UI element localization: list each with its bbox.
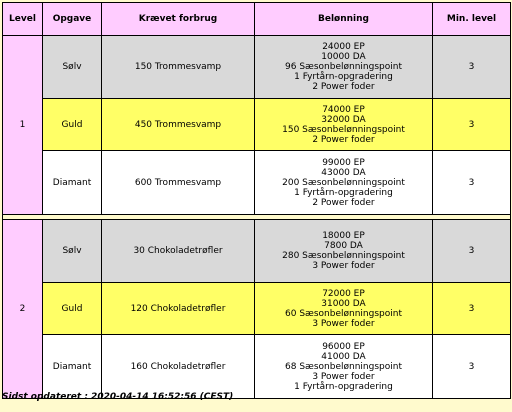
min-level-cell: 3 bbox=[433, 220, 511, 283]
reward-line: 3 Power foder bbox=[312, 318, 375, 329]
task-cell: Guld bbox=[43, 99, 102, 151]
header-min-level: Min. level bbox=[433, 3, 511, 36]
cost-cell: 30 Chokoladetrøfler bbox=[102, 220, 255, 283]
reward-line: 1 Fyrtårn-opgradering bbox=[294, 381, 393, 392]
reward-line: 10000 DA bbox=[321, 52, 366, 62]
reward-cell bbox=[255, 220, 433, 283]
min-level-cell: 3 bbox=[433, 335, 511, 399]
last-updated-footer: Sidst opdateret : 2020-04-14 16:52:56 (CEST) bbox=[2, 392, 234, 402]
min-level-cell: 3 bbox=[433, 36, 511, 99]
reward-line: 3 Power foder bbox=[312, 371, 375, 382]
min-level-cell: 3 bbox=[433, 283, 511, 335]
reward-line: 3 Power foder bbox=[312, 261, 375, 271]
level-cell: 2 bbox=[3, 220, 43, 399]
reward-line: 150 Sæsonbelønningspoint bbox=[282, 124, 405, 135]
table-row bbox=[3, 151, 511, 215]
reward-line: 1 Fyrtårn-opgradering bbox=[294, 187, 393, 198]
reward-line: 32000 DA bbox=[321, 114, 366, 125]
reward-line: 74000 EP bbox=[322, 104, 365, 115]
task-cell: Sølv bbox=[43, 36, 102, 99]
reward-line: 2 Power foder bbox=[312, 197, 375, 208]
reward-cell bbox=[255, 99, 433, 151]
task-cell: Diamant bbox=[43, 335, 102, 399]
table-header-row bbox=[3, 3, 511, 36]
table-row bbox=[3, 99, 511, 151]
cost-cell: 450 Trommesvamp bbox=[102, 99, 255, 151]
reward-line: 43000 DA bbox=[321, 167, 366, 178]
reward-line: 2 Power foder bbox=[312, 134, 375, 145]
level-cell: 1 bbox=[3, 36, 43, 215]
reward-cell bbox=[255, 36, 433, 99]
reward-table bbox=[2, 2, 511, 399]
task-cell: Sølv bbox=[43, 220, 102, 283]
header-level: Level bbox=[3, 3, 43, 36]
reward-line: 60 Sæsonbelønningspoint bbox=[285, 308, 402, 319]
header-reward: Belønning bbox=[255, 3, 433, 36]
reward-line: 7800 DA bbox=[324, 241, 363, 251]
header-cost: Krævet forbrug bbox=[102, 3, 255, 36]
table-row bbox=[3, 335, 511, 399]
reward-line: 68 Sæsonbelønningspoint bbox=[285, 361, 402, 372]
table-row bbox=[3, 283, 511, 335]
min-level-cell: 3 bbox=[433, 99, 511, 151]
task-cell: Guld bbox=[43, 283, 102, 335]
table-row bbox=[3, 220, 511, 283]
reward-line: 99000 EP bbox=[322, 157, 365, 168]
cost-cell: 120 Chokoladetrøfler bbox=[102, 283, 255, 335]
reward-line: 24000 EP bbox=[322, 42, 365, 52]
reward-line: 280 Sæsonbelønningspoint bbox=[282, 251, 405, 261]
reward-line: 96 Sæsonbelønningspoint bbox=[285, 62, 402, 72]
reward-cell bbox=[255, 151, 433, 215]
reward-table-container bbox=[2, 2, 510, 399]
reward-line: 200 Sæsonbelønningspoint bbox=[282, 177, 405, 188]
reward-line: 41000 DA bbox=[321, 351, 366, 362]
table-row bbox=[3, 36, 511, 99]
header-task: Opgave bbox=[43, 3, 102, 36]
reward-line: 2 Power foder bbox=[312, 82, 375, 92]
reward-line: 1 Fyrtårn-opgradering bbox=[294, 72, 393, 82]
cost-cell: 600 Trommesvamp bbox=[102, 151, 255, 215]
reward-line: 96000 EP bbox=[322, 341, 365, 352]
reward-cell bbox=[255, 283, 433, 335]
reward-line: 72000 EP bbox=[322, 288, 365, 299]
cost-cell: 160 Chokoladetrøfler bbox=[102, 335, 255, 399]
task-cell: Diamant bbox=[43, 151, 102, 215]
cost-cell: 150 Trommesvamp bbox=[102, 36, 255, 99]
reward-line: 18000 EP bbox=[322, 231, 365, 241]
reward-line: 31000 DA bbox=[321, 298, 366, 309]
reward-cell bbox=[255, 335, 433, 399]
min-level-cell: 3 bbox=[433, 151, 511, 215]
